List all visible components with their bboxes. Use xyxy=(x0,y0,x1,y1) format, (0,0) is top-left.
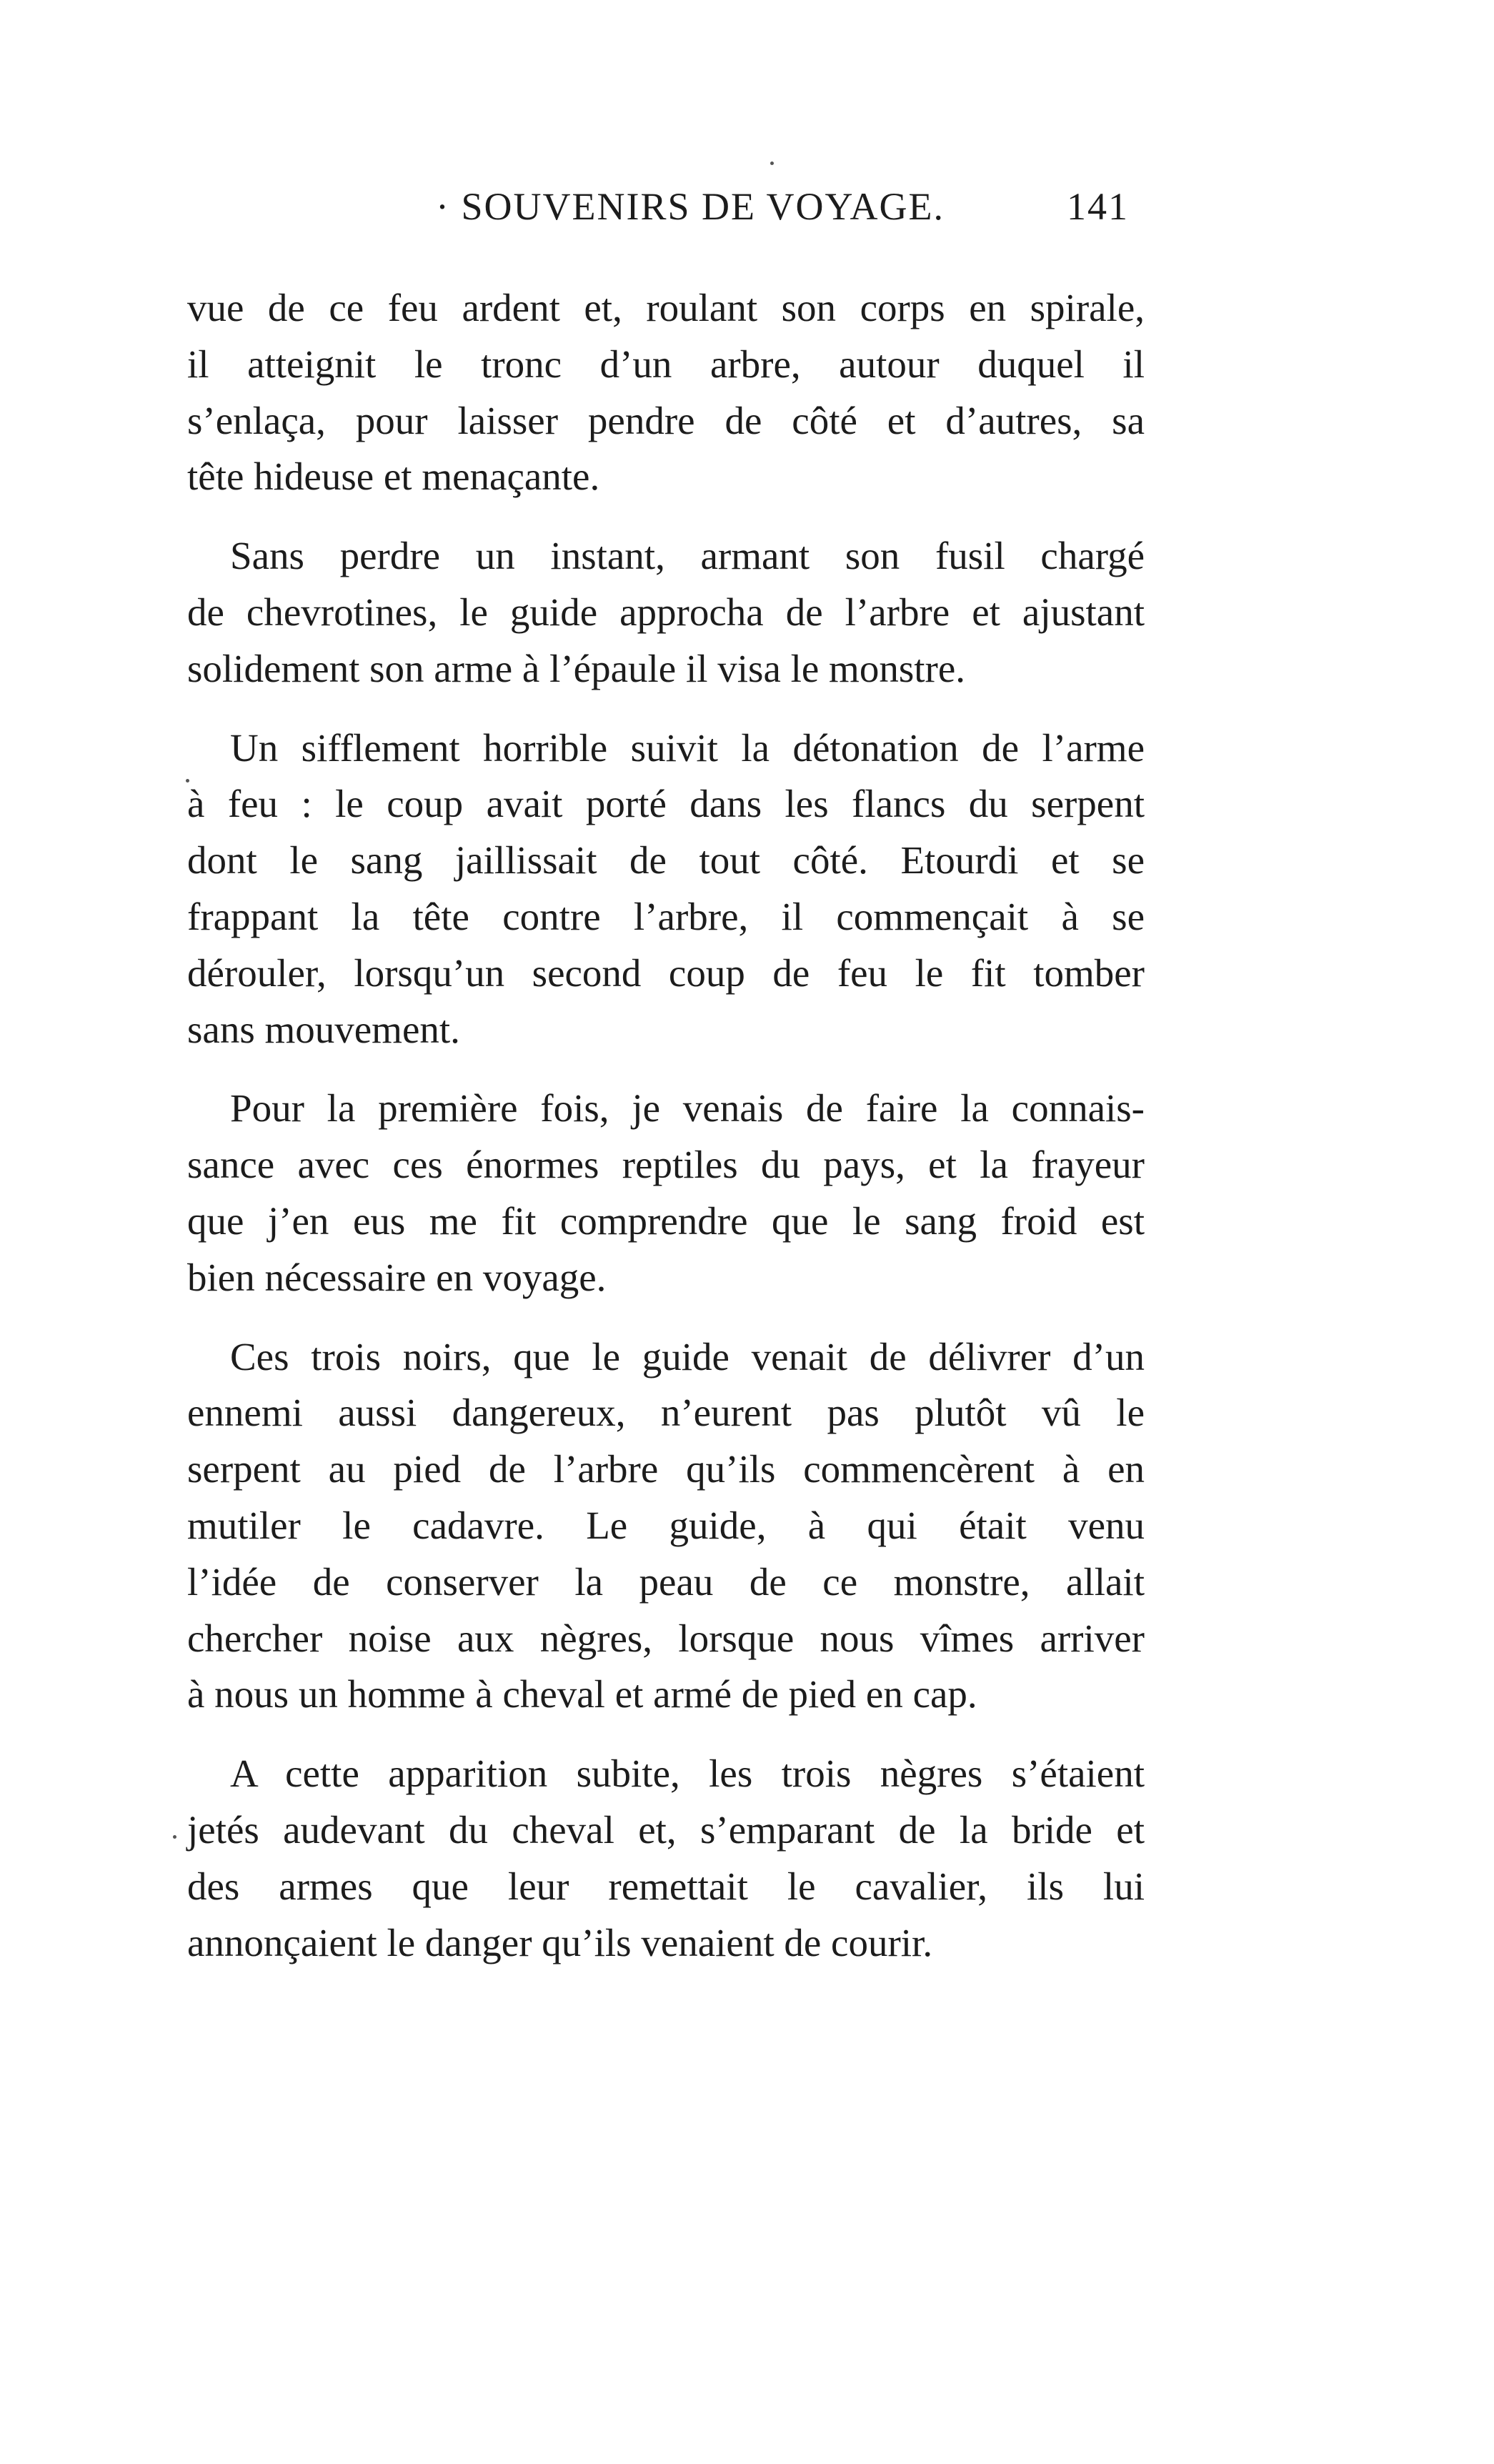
paragraph xyxy=(187,528,1145,697)
text-line: annonçaient le danger qu’ils venaient de courir. xyxy=(187,1920,933,1964)
paragraph xyxy=(187,1746,1145,1971)
text-line: bien nécessaire en voyage. xyxy=(187,1255,607,1299)
text-line: à nous un homme à cheval et armé de pied en cap. xyxy=(187,1672,977,1717)
print-speck xyxy=(770,162,774,165)
print-speck xyxy=(173,1835,176,1839)
text-line: dont le sang jaillissait de tout côté. Etourdi et se xyxy=(187,838,1145,883)
body-text xyxy=(187,280,1145,1994)
text-line: solidement son arme à l’épaule il visa le monstre. xyxy=(187,646,965,690)
paragraph xyxy=(187,720,1145,1058)
text-line: à feu : le coup avait porté dans les flancs du serpent xyxy=(187,782,1145,826)
text-line: chercher noise aux nègres, lorsque nous vîmes arriver xyxy=(187,1616,1145,1660)
text-line: que j’en eus me fit comprendre que le sang froid est xyxy=(187,1198,1145,1243)
text-line: dérouler, lorsqu’un second coup de feu le fit tomber xyxy=(187,950,1145,995)
text-line: Un sifflement horrible suivit la détonation de l’arme xyxy=(230,725,1145,770)
page-number: 141 xyxy=(1067,185,1129,228)
text-line: tête hideuse et menaçante. xyxy=(187,454,600,499)
text-line: mutiler le cadavre. Le guide, à qui était venu xyxy=(187,1503,1145,1547)
text-line: l’idée de conserver la peau de ce monstre, allait xyxy=(187,1559,1145,1604)
paragraph xyxy=(187,280,1145,505)
text-line: Pour la première fois, je venais de faire la connais- xyxy=(230,1086,1145,1131)
text-line: il atteignit le tronc d’un arbre, autour duquel il xyxy=(187,342,1145,386)
text-line: de chevrotines, le guide approcha de l’arbre et ajustant xyxy=(187,590,1145,634)
text-line: vue de ce feu ardent et, roulant son corps en spirale, xyxy=(187,286,1145,329)
running-title: · SOUVENIRS DE VOYAGE. xyxy=(436,185,945,228)
text-line: serpent au pied de l’arbre qu’ils commencèrent à en xyxy=(187,1447,1145,1491)
running-head xyxy=(0,184,1494,234)
paragraph xyxy=(187,1329,1145,1724)
text-line: A cette apparition subite, les trois nègres s’étaient xyxy=(230,1752,1145,1796)
text-line: jetés audevant du cheval et, s’emparant de la bride et xyxy=(187,1807,1145,1852)
text-line: sans mouvement. xyxy=(187,1007,460,1051)
paragraph xyxy=(187,1081,1145,1306)
text-line: Sans perdre un instant, armant son fusil chargé xyxy=(230,534,1145,578)
text-line: s’enlaça, pour laisser pendre de côté et d’autres, sa xyxy=(187,398,1145,442)
text-line: sance avec ces énormes reptiles du pays, et la frayeur xyxy=(187,1143,1145,1187)
text-line: des armes que leur remettait le cavalier, ils lui xyxy=(187,1864,1145,1908)
text-line: Ces trois noirs, que le guide venait de délivrer d’un xyxy=(230,1334,1145,1378)
text-line: ennemi aussi dangereux, n’eurent pas plutôt vû le xyxy=(187,1391,1145,1435)
text-line: frappant la tête contre l’arbre, il commençait à se xyxy=(187,894,1145,938)
